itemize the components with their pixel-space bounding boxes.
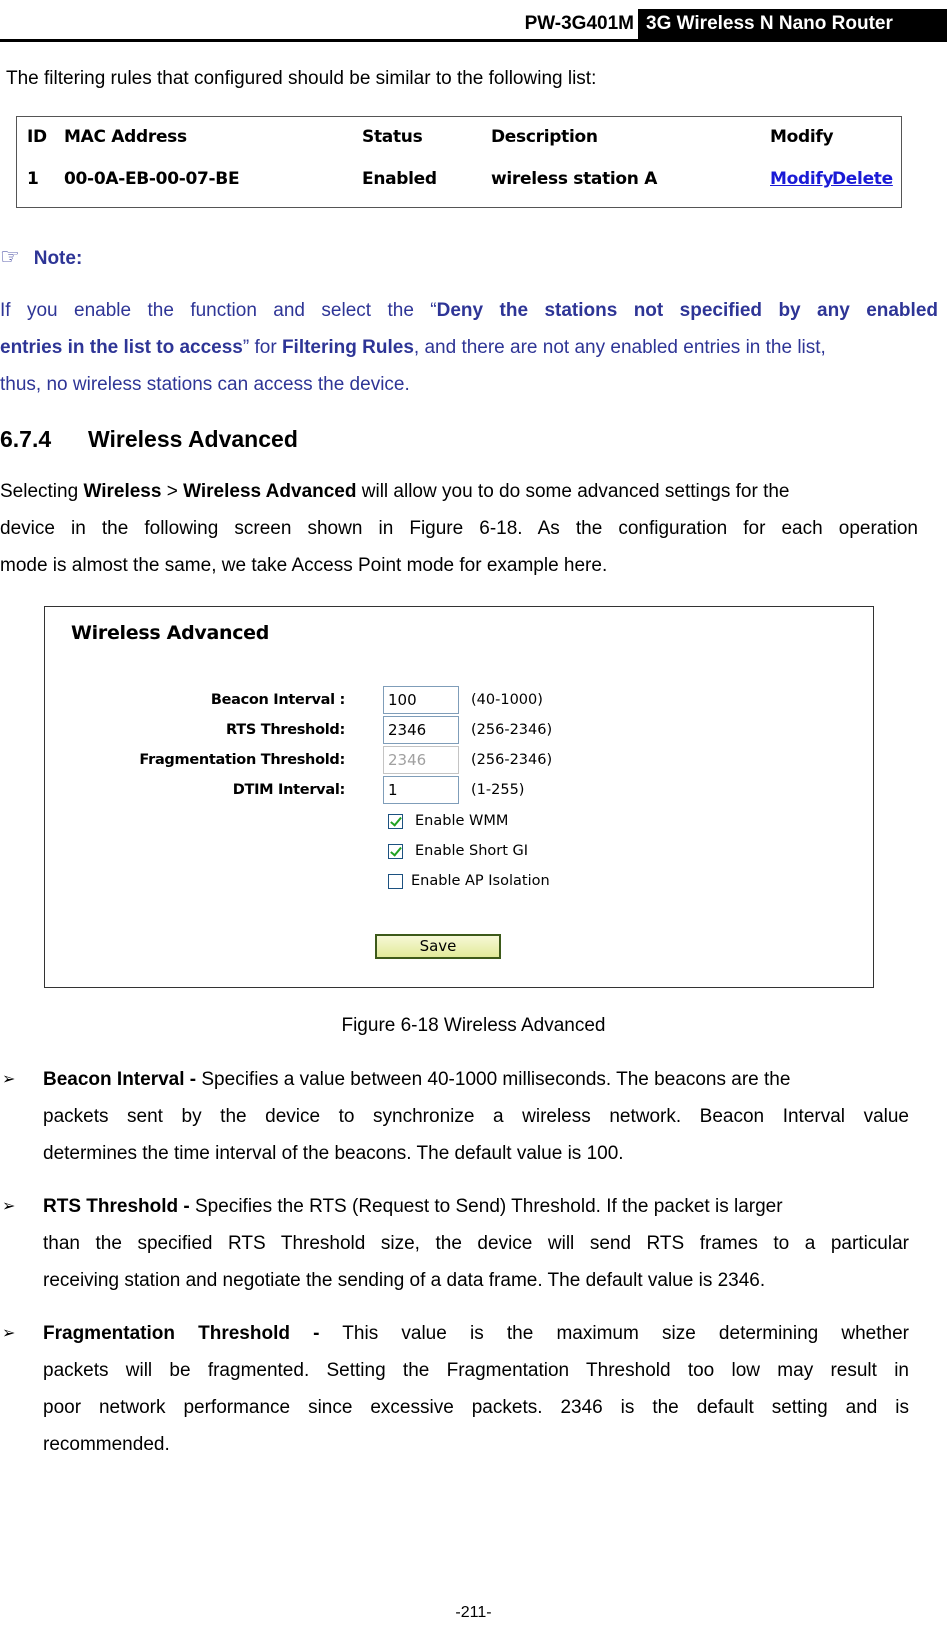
section-title-text: Wireless Advanced <box>88 426 298 452</box>
modify-link[interactable]: Modify <box>770 169 834 189</box>
bullet-1-term: Beacon Interval - <box>43 1069 197 1090</box>
pointing-hand-icon: ☞ <box>0 244 20 269</box>
bullet-2-text: Specifies the RTS (Request to Send) Threshold. If the packet is larger <box>189 1196 783 1217</box>
note-line2-bold2: Filtering Rules <box>281 337 414 358</box>
bullet-arrow-icon: ➢ <box>2 1325 16 1342</box>
fragmentation-threshold-range: (256-2346) <box>471 752 553 768</box>
intro-sep: > <box>161 481 184 502</box>
enable-wmm-label: Enable WMM <box>415 813 509 829</box>
beacon-interval-range: (40-1000) <box>471 692 543 708</box>
dtim-interval-input[interactable]: 1 <box>383 776 459 804</box>
section-intro-line-2: device in the following screen shown in Figure 6-18. As the configuration for each operation <box>0 518 918 539</box>
delete-link[interactable]: Delete <box>832 169 893 189</box>
beacon-interval-input[interactable]: 100 <box>383 686 459 714</box>
col-header-mac: MAC Address <box>64 127 187 147</box>
note-line2-suffix: , and there are not any enabled entries in the list, <box>413 337 826 358</box>
bullet-3-text: This value is the maximum size determining whether <box>319 1323 909 1344</box>
mac-filter-table <box>16 116 902 208</box>
bullet-arrow-icon: ➢ <box>2 1198 16 1215</box>
intro-bold-advanced: Wireless Advanced <box>183 481 357 502</box>
bullet-1-line-2: packets sent by the device to synchronize a wireless network. Beacon Interval value <box>43 1106 909 1127</box>
dtim-interval-range: (1-255) <box>471 782 525 798</box>
row-description: wireless station A <box>491 169 658 189</box>
fragmentation-threshold-input: 2346 <box>383 746 459 774</box>
intro-bold-wireless: Wireless <box>83 481 162 502</box>
rts-threshold-label: RTS Threshold: <box>226 722 345 738</box>
intro-prefix: Selecting <box>0 481 84 502</box>
section-intro-line-3: mode is almost the same, we take Access Point mode for example here. <box>0 555 608 576</box>
enable-ap-isolation-label: Enable AP Isolation <box>411 873 550 889</box>
note-label: Note: <box>33 248 83 269</box>
enable-short-gi-label: Enable Short GI <box>415 843 529 859</box>
save-button[interactable]: Save <box>375 934 501 959</box>
beacon-interval-label: Beacon Interval : <box>210 692 345 708</box>
row-status: Enabled <box>362 169 437 189</box>
enable-wmm-checkbox[interactable] <box>388 814 403 829</box>
row-mac: 00-0A-EB-00-07-BE <box>64 169 240 189</box>
header-product: 3G Wireless N Nano Router <box>638 9 947 39</box>
note-line-2 <box>0 329 938 366</box>
header-model: PW-3G401M <box>524 13 634 34</box>
rts-threshold-range: (256-2346) <box>471 722 553 738</box>
section-heading <box>0 424 298 454</box>
wireless-advanced-screenshot <box>44 606 874 988</box>
bullet-2-line-3: receiving station and negotiate the sending of a data frame. The default value is 2346. <box>43 1270 766 1291</box>
note-title <box>0 244 82 272</box>
rts-threshold-input[interactable]: 2346 <box>383 716 459 744</box>
note-line-1 <box>0 292 938 329</box>
note-line1-bold: Deny the stations not specified by any enabled <box>436 300 938 321</box>
page-number: -211- <box>455 1604 492 1621</box>
bullet-1-line-1 <box>43 1061 909 1098</box>
bullet-1-text: Specifies a value between 40-1000 milliseconds. The beacons are the <box>196 1069 791 1090</box>
note-line2-bold: entries in the list to access <box>0 337 243 358</box>
fragmentation-threshold-label: Fragmentation Threshold: <box>139 752 345 768</box>
bullet-3-line-2: packets will be fragmented. Setting the Fragmentation Threshold too low may result in <box>43 1360 909 1381</box>
dtim-interval-label: DTIM Interval: <box>232 782 345 798</box>
note-line2-mid: ” for <box>242 337 282 358</box>
bullet-1-line-3: determines the time interval of the beacons. The default value is 100. <box>43 1143 624 1164</box>
section-intro-line-1 <box>0 473 918 510</box>
page-header <box>0 0 947 42</box>
intro-text: The filtering rules that configured should be similar to the following list: <box>6 68 597 89</box>
note-line1-text: If you enable the function and select the “ <box>0 300 437 321</box>
col-header-status: Status <box>362 127 423 147</box>
row-id: 1 <box>27 169 39 189</box>
bullet-3-line-3: poor network performance since excessive packets. 2346 is the default setting and is <box>43 1397 909 1418</box>
note-line-3: thus, no wireless stations can access the device. <box>0 374 410 395</box>
col-header-modify: Modify <box>770 127 834 147</box>
enable-ap-isolation-checkbox[interactable] <box>388 874 403 889</box>
col-header-description: Description <box>491 127 598 147</box>
figure-caption: Figure 6-18 Wireless Advanced <box>341 1015 606 1036</box>
col-header-id: ID <box>27 127 47 147</box>
intro-suffix: will allow you to do some advanced settings for the <box>356 481 790 502</box>
section-number: 6.7.4 <box>0 426 52 452</box>
bullet-2-line-1 <box>43 1188 909 1225</box>
bullet-arrow-icon: ➢ <box>2 1071 16 1088</box>
bullet-3-line-4: recommended. <box>43 1434 170 1455</box>
bullet-2-term: RTS Threshold - <box>43 1196 190 1217</box>
bullet-3-term: Fragmentation Threshold - <box>43 1323 320 1344</box>
screenshot-title: Wireless Advanced <box>71 622 270 644</box>
bullet-3-line-1 <box>43 1315 909 1352</box>
bullet-2-line-2: than the specified RTS Threshold size, the device will send RTS frames to a particular <box>43 1233 909 1254</box>
enable-short-gi-checkbox[interactable] <box>388 844 403 859</box>
